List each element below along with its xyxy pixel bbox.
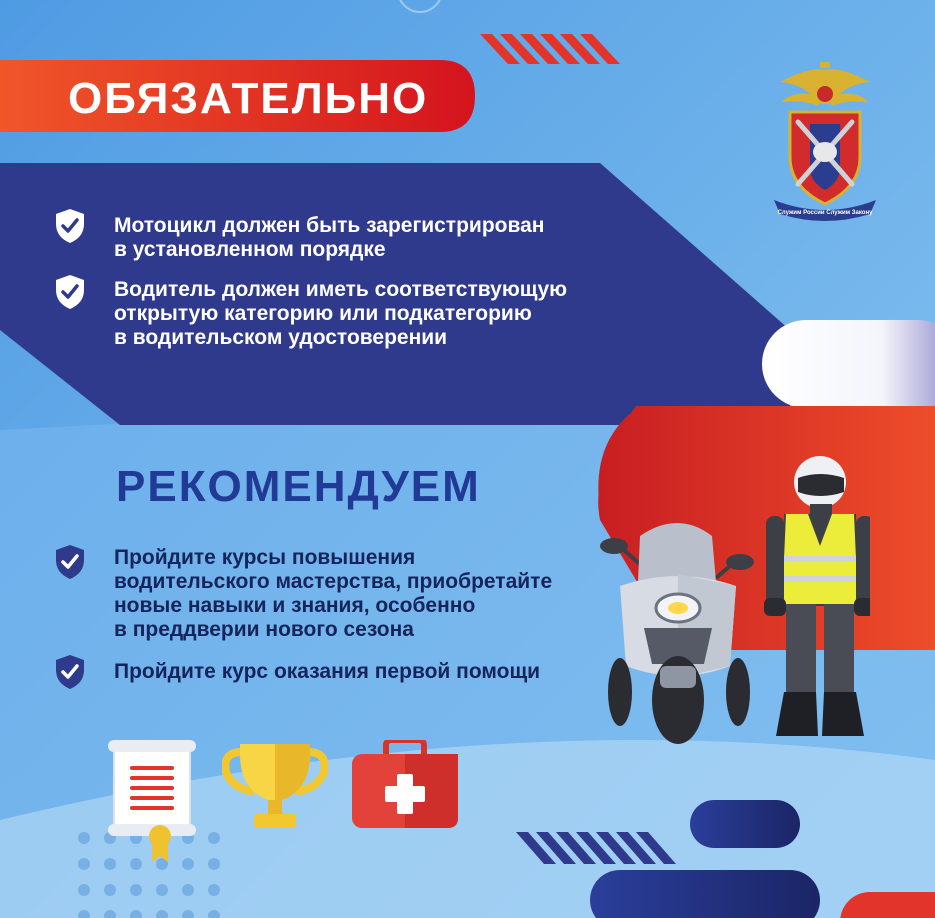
emblem-ribbon-text: Служим России Служим Закону (777, 210, 873, 216)
shield-check-icon (54, 654, 86, 690)
police-emblem (770, 62, 880, 222)
first-aid-kit-icon (352, 740, 458, 828)
shield-check-icon (54, 208, 86, 244)
shield-check-icon (54, 544, 86, 580)
recommend-item-2: Пройдите курс оказания первой помощи (114, 660, 541, 683)
motorcycle (600, 516, 760, 746)
trophy-icon (222, 744, 328, 830)
mandatory-item-1: Мотоцикл должен быть зарегистрирован в установленном порядке (114, 214, 545, 261)
mandatory-item-2: Водитель должен иметь соответствующую открытую категорию или подкатегорию в водительском удостоверении (114, 278, 568, 349)
rider (760, 456, 870, 746)
shield-check-icon (54, 274, 86, 310)
mandatory-title: ОБЯЗАТЕЛЬНО (68, 74, 429, 123)
recommend-title: РЕКОМЕНДУЕМ (116, 462, 481, 511)
recommend-item-1: Пройдите курсы повышения водительского мастерства, приобретайте новые навыки и знания, особенно в преддверии нового сезона (114, 546, 553, 641)
certificate-icon (108, 740, 200, 865)
